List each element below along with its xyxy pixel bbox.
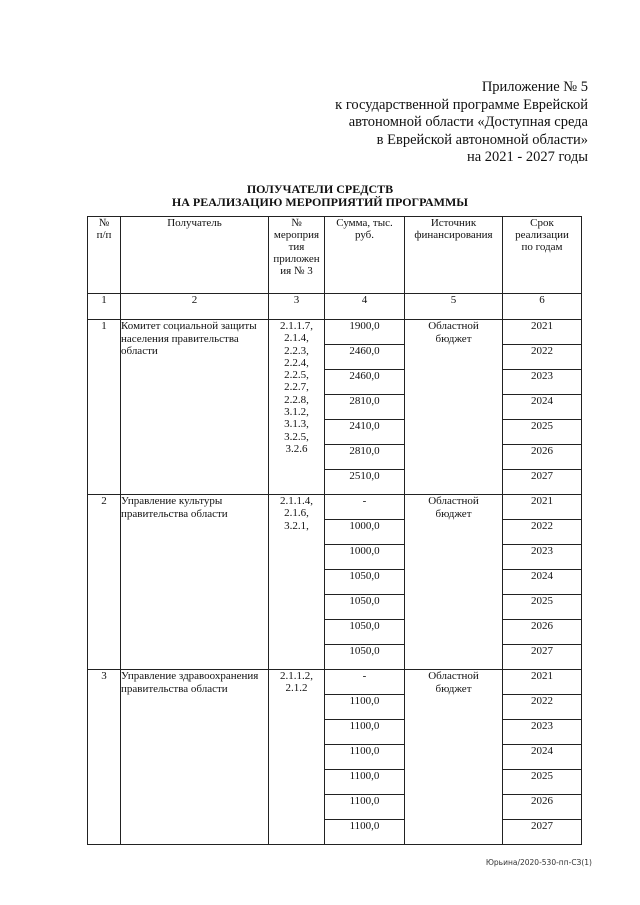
year-cell: 2027 [503, 820, 582, 845]
column-header-line: № [291, 217, 302, 229]
year-cell: 2022 [503, 520, 582, 545]
sum-cell: - [325, 670, 405, 695]
recipient-row [88, 320, 582, 345]
year-cell: 2021 [503, 670, 582, 695]
funding-source-line: бюджет [435, 332, 472, 345]
row-number: 1 [88, 320, 121, 495]
activity-number: 2.1.2 [285, 682, 308, 695]
sum-cell: 1900,0 [325, 320, 405, 345]
funding-source [405, 670, 503, 845]
sum-cell: 1050,0 [325, 645, 405, 670]
title-line-1: ПОЛУЧАТЕЛИ СРЕДСТВ [246, 182, 394, 196]
year-cell: 2025 [503, 420, 582, 445]
recipient-name: Комитет социальной защиты населения правительства области [121, 320, 269, 495]
sum-cell: - [325, 495, 405, 520]
year-cell: 2023 [503, 720, 582, 745]
column-number: 4 [325, 294, 405, 320]
activity-number: 2.2.5, [284, 369, 309, 382]
column-header-line: мероприя [273, 229, 320, 241]
document-title [0, 183, 640, 209]
column-header [269, 217, 325, 294]
year-cell: 2022 [503, 345, 582, 370]
year-cell: 2025 [503, 770, 582, 795]
column-header-line: Срок [530, 217, 554, 229]
column-number: 1 [88, 294, 121, 320]
recipients-table [87, 216, 582, 845]
sum-cell: 2410,0 [325, 420, 405, 445]
year-cell: 2023 [503, 370, 582, 395]
sum-cell: 1100,0 [325, 770, 405, 795]
year-cell: 2021 [503, 320, 582, 345]
column-number: 5 [405, 294, 503, 320]
activity-number: 3.2.5, [284, 430, 309, 443]
appendix-header [248, 79, 588, 167]
year-cell: 2027 [503, 470, 582, 495]
sum-cell: 1000,0 [325, 520, 405, 545]
column-header-line: Источник [430, 217, 477, 229]
funding-source [405, 320, 503, 495]
column-header [325, 217, 405, 294]
funding-source-line: Областной [428, 670, 479, 682]
year-cell: 2022 [503, 695, 582, 720]
year-cell: 2025 [503, 595, 582, 620]
activity-numbers [269, 320, 325, 495]
column-header [503, 217, 582, 294]
header-row [88, 217, 582, 294]
document-footer-code: Юрьина/2020-530-пп-СЗ(1) [485, 858, 592, 867]
activity-numbers [269, 495, 325, 670]
activity-number: 2.2.4, [284, 356, 309, 369]
year-cell: 2026 [503, 795, 582, 820]
column-number: 6 [503, 294, 582, 320]
recipient-row [88, 495, 582, 520]
column-header-line: Получатель [167, 217, 222, 229]
activity-number: 3.2.6 [285, 442, 308, 455]
sum-cell: 2810,0 [325, 445, 405, 470]
sum-cell: 1050,0 [325, 620, 405, 645]
column-header [405, 217, 503, 294]
column-header-line: приложен [273, 253, 320, 265]
column-header-line: финансирования [414, 229, 493, 241]
column-header-line: № [98, 217, 110, 229]
column-header [121, 217, 269, 294]
column-header-line: ия № 3 [280, 265, 313, 277]
activity-number: 2.2.3, [284, 344, 309, 357]
sum-cell: 1100,0 [325, 695, 405, 720]
row-number: 2 [88, 495, 121, 670]
appendix-line: автономной области «Доступная среда [348, 114, 588, 130]
activity-number: 2.1.1.4, [280, 495, 313, 507]
activity-number: 2.1.6, [284, 507, 309, 520]
year-cell: 2024 [503, 570, 582, 595]
activity-number: 2.2.7, [284, 381, 309, 394]
funding-source-line: бюджет [435, 507, 472, 520]
sum-cell: 2460,0 [325, 345, 405, 370]
recipient-name: Управление культуры правительства области [121, 495, 269, 670]
activity-number: 2.1.1.7, [280, 320, 313, 332]
year-cell: 2023 [503, 545, 582, 570]
appendix-line: в Еврейской автономной области» [376, 131, 588, 148]
sum-cell: 1100,0 [325, 745, 405, 770]
column-header-line: руб. [354, 229, 375, 241]
funding-source-line: Областной [428, 495, 479, 507]
recipient-name: Управление здравоохранения правительства области [121, 670, 269, 845]
year-cell: 2024 [503, 745, 582, 770]
row-number: 3 [88, 670, 121, 845]
funding-source [405, 495, 503, 670]
activity-number: 2.1.1.2, [280, 670, 313, 682]
year-cell: 2026 [503, 445, 582, 470]
sum-cell: 1050,0 [325, 570, 405, 595]
funding-source-line: Областной [428, 320, 479, 332]
recipient-row [88, 670, 582, 695]
column-number: 2 [121, 294, 269, 320]
column-header-line: реализации [515, 229, 569, 241]
appendix-line: на 2021 - 2027 годы [466, 149, 588, 165]
sum-cell: 1100,0 [325, 795, 405, 820]
column-header-line: по годам [521, 241, 563, 253]
sum-cell: 2460,0 [325, 370, 405, 395]
appendix-line: к государственной программе Еврейской [335, 96, 588, 113]
activity-number: 3.1.3, [284, 418, 309, 431]
column-header [88, 217, 121, 294]
column-header-line: Сумма, тыс. [336, 217, 393, 229]
sum-cell: 2810,0 [325, 395, 405, 420]
sum-cell: 1050,0 [325, 595, 405, 620]
sum-cell: 1100,0 [325, 820, 405, 845]
year-cell: 2027 [503, 645, 582, 670]
year-cell: 2021 [503, 495, 582, 520]
activity-number: 2.1.4, [284, 332, 309, 345]
year-cell: 2024 [503, 395, 582, 420]
year-cell: 2026 [503, 620, 582, 645]
column-header-line: тия [288, 241, 305, 253]
column-number-row [88, 294, 582, 320]
column-number: 3 [269, 294, 325, 320]
appendix-line: Приложение № 5 [481, 79, 588, 95]
sum-cell: 2510,0 [325, 470, 405, 495]
title-line-2: НА РЕАЛИЗАЦИЮ МЕРОПРИЯТИЙ ПРОГРАММЫ [171, 195, 469, 209]
activity-number: 3.2.1, [284, 519, 309, 532]
activity-number: 3.1.2, [284, 406, 309, 419]
sum-cell: 1100,0 [325, 720, 405, 745]
funding-source-line: бюджет [435, 682, 472, 695]
column-header-line: п/п [96, 229, 112, 241]
sum-cell: 1000,0 [325, 545, 405, 570]
activity-number: 2.2.8, [284, 393, 309, 406]
activity-numbers [269, 670, 325, 845]
